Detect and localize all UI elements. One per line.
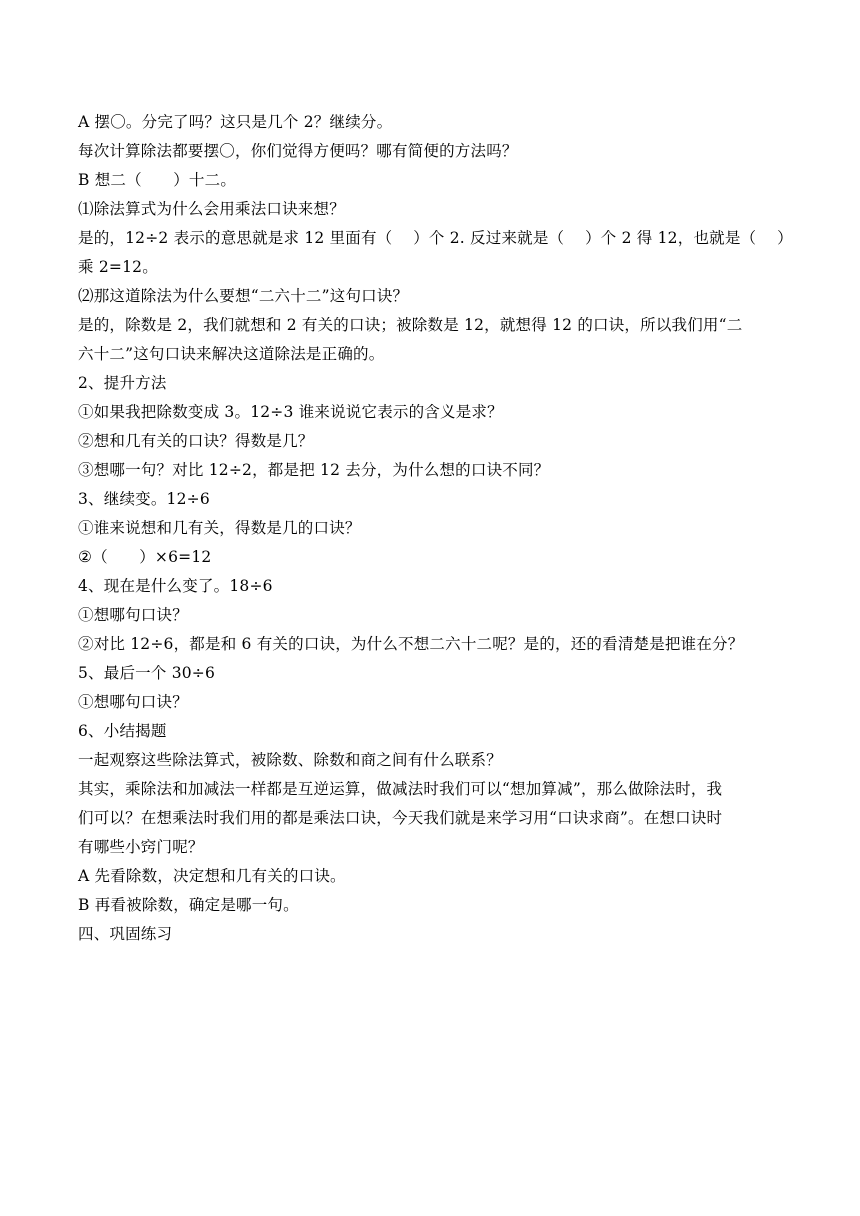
section-heading: 4、现在是什么变了。18÷6 (78, 577, 273, 595)
text-line: 每次计算除法都要摆〇，你们觉得方便吗？哪有简便的方法吗？ (78, 142, 518, 160)
section-heading: 2、提升方法 (78, 374, 167, 392)
text-line: 乘 2=12。 (78, 258, 158, 276)
text-line: A 先看除数，决定想和几有关的口诀。 (78, 867, 346, 885)
text-line: 是的，除数是 2，我们就想和 2 有关的口诀；被除数是 12，就想得 12 的口诀，所以我们用“二 (78, 316, 743, 334)
text-line: 其实，乘除法和加减法一样都是互逆运算，做减法时我们可以“想加算减”，那么做除法时，我 (78, 780, 723, 798)
text-line: ①想哪句口诀？ (78, 606, 188, 624)
text-line: B 再看被除数，确定是哪一句。 (78, 896, 299, 914)
text-line: ①谁来说想和几有关，得数是几的口诀？ (78, 519, 361, 537)
text-line: 有哪些小窍门呢？ (78, 838, 204, 856)
document-body (78, 108, 812, 949)
section-heading: 5、最后一个 30÷6 (78, 664, 216, 682)
text-line: ①如果我把除数变成 3。12÷3 谁来说说它表示的含义是求？ (78, 403, 503, 421)
text-line: A 摆〇。分完了吗？这只是几个 2？继续分。 (78, 113, 393, 131)
text-line: 们可以？在想乘法时我们用的都是乘法口诀，今天我们就是来学习用“口诀求商”。在想口诀时 (78, 809, 723, 827)
text-line: B 想二（ ）十二。 (78, 171, 237, 189)
text-line: ⑵那这道除法为什么要想“二六十二”这句口诀？ (78, 287, 409, 305)
section-heading: 四、巩固练习 (78, 925, 173, 943)
text-line: ②（ ）×6=12 (78, 548, 212, 566)
text-line: 六十二”这句口诀来解决这道除法是正确的。 (78, 345, 385, 363)
section-heading: 6、小结揭题 (78, 722, 167, 740)
text-line: ⑴除法算式为什么会用乘法口诀来想？ (78, 200, 345, 218)
text-line: ②想和几有关的口诀？得数是几？ (78, 432, 314, 450)
text-line: 是的，12÷2 表示的意思就是求 12 里面有（ ）个 2. 反过来就是（ ）个 2 得 12，也就是（ ） (78, 229, 793, 247)
text-line: 一起观察这些除法算式，被除数、除数和商之间有什么联系？ (78, 751, 502, 769)
section-heading: 3、继续变。12÷6 (78, 490, 210, 508)
text-line: ③想哪一句？对比 12÷2，都是把 12 去分，为什么想的口诀不同？ (78, 461, 550, 479)
text-line: ①想哪句口诀？ (78, 693, 188, 711)
text-line: ②对比 12÷6，都是和 6 有关的口诀，为什么不想二六十二呢？是的，还的看清楚是把谁在分？ (78, 635, 744, 653)
